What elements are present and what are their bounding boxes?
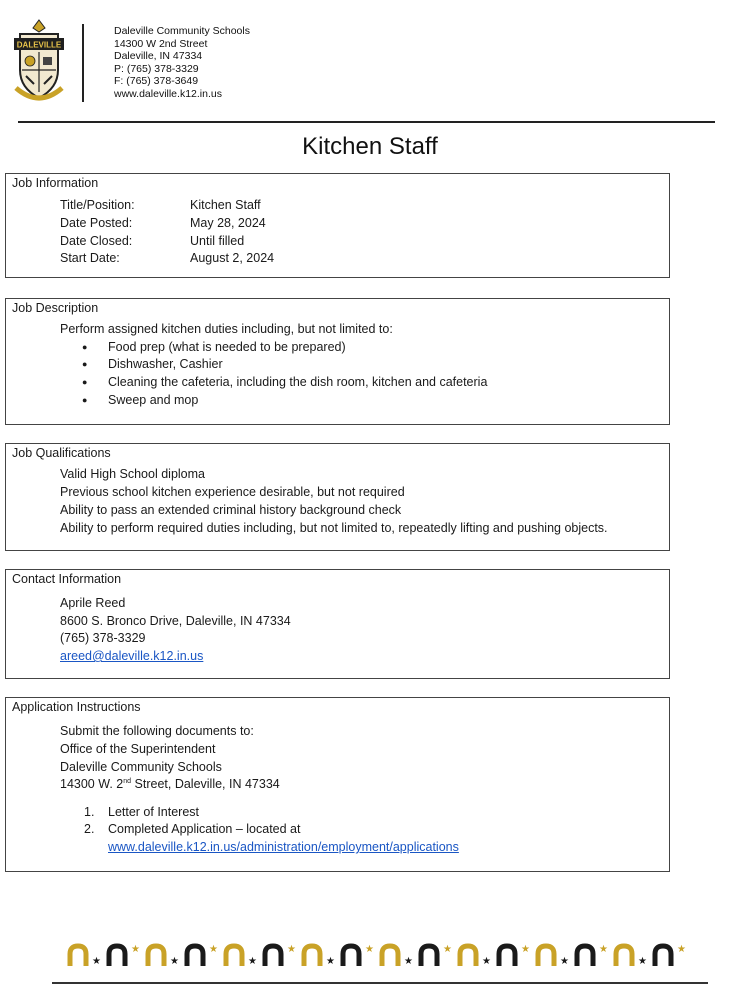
list-item-text: Food prep (what is needed to be prepared) <box>108 340 346 354</box>
contact-email-link[interactable]: areed@daleville.k12.in.us <box>60 649 204 663</box>
address-line: 14300 W 2nd Street <box>114 37 208 50</box>
instruction-line: Submit the following documents to: <box>60 724 254 738</box>
star-icon: ★ <box>599 944 608 955</box>
job-information-section <box>5 173 670 278</box>
section-heading: Job Description <box>12 301 99 315</box>
list-item-text: Sweep and mop <box>108 393 199 407</box>
contact-information-section <box>5 569 670 679</box>
horseshoe-icon <box>265 946 281 966</box>
horseshoe-icon <box>187 946 203 966</box>
star-icon: ★ <box>131 944 140 955</box>
horseshoe-icon <box>460 946 476 966</box>
header-divider <box>82 24 84 102</box>
qualification-item: Previous school kitchen experience desirable, but not required <box>60 485 405 499</box>
section-heading: Contact Information <box>12 572 122 586</box>
school-address-block <box>114 25 250 101</box>
step-text: Letter of Interest <box>108 805 200 819</box>
star-icon: ★ <box>521 944 530 955</box>
application-instructions-section <box>5 697 670 872</box>
star-icon: ★ <box>560 956 569 967</box>
horseshoe-icon <box>226 946 242 966</box>
contact-phone: (765) 378-3329 <box>60 631 146 645</box>
info-label: Title/Position: <box>60 198 135 212</box>
bullet-icon: ● <box>82 395 88 405</box>
info-label: Date Posted: <box>60 216 133 230</box>
street-prefix: 14300 W. 2 <box>60 777 124 791</box>
step-number: 1. <box>84 805 95 819</box>
bullet-icon: ● <box>82 342 88 352</box>
horseshoe-icon <box>577 946 593 966</box>
info-value: August 2, 2024 <box>190 251 275 265</box>
bullet-icon: ● <box>82 359 88 369</box>
star-icon: ★ <box>326 956 335 967</box>
step-number: 2. <box>84 822 95 836</box>
header-rule <box>18 121 715 123</box>
star-icon: ★ <box>404 956 413 967</box>
fax-line: F: (765) 378-3649 <box>114 75 199 88</box>
qualification-item: Valid High School diploma <box>60 467 205 481</box>
info-value: May 28, 2024 <box>190 216 266 230</box>
horseshoe-icon <box>343 946 359 966</box>
horseshoe-icon <box>421 946 437 966</box>
street-suffix: Street, Daleville, IN 47334 <box>131 777 280 791</box>
star-icon: ★ <box>482 956 491 967</box>
section-heading: Job Qualifications <box>12 446 111 460</box>
info-value: Until filled <box>190 234 245 248</box>
instruction-line: Daleville Community Schools <box>60 760 222 774</box>
contact-name: Aprile Reed <box>60 596 126 610</box>
horseshoe-icon <box>499 946 515 966</box>
instruction-street <box>60 777 280 791</box>
contact-address: 8600 S. Bronco Drive, Daleville, IN 47334 <box>60 614 291 628</box>
star-icon: ★ <box>287 944 296 955</box>
list-item-text: Cleaning the cafeteria, including the dish room, kitchen and cafeteria <box>108 375 488 389</box>
info-label: Start Date: <box>60 251 120 265</box>
instruction-line: Office of the Superintendent <box>60 742 216 756</box>
bullet-icon: ● <box>82 377 88 387</box>
info-label: Date Closed: <box>60 234 133 248</box>
footer-rule <box>52 982 708 984</box>
star-icon: ★ <box>92 956 101 967</box>
qualification-item: Ability to perform required duties including, but not limited to, repeatedly lifting and pushing objects. <box>60 521 608 535</box>
star-icon: ★ <box>677 944 686 955</box>
decorative-border <box>54 940 684 972</box>
horseshoe-icon <box>655 946 671 966</box>
application-link[interactable]: www.daleville.k12.in.us/administration/employment/applications <box>108 840 459 854</box>
address-line: Daleville Community Schools <box>114 25 250 37</box>
star-icon: ★ <box>209 944 218 955</box>
horseshoe-icon <box>109 946 125 966</box>
horseshoe-icon <box>382 946 398 966</box>
star-icon: ★ <box>443 944 452 955</box>
star-icon: ★ <box>638 956 647 967</box>
address-line: Daleville, IN 47334 <box>114 50 203 63</box>
phone-line: P: (765) 378-3329 <box>114 62 199 75</box>
star-icon: ★ <box>248 956 257 967</box>
job-description-section <box>5 298 670 425</box>
job-qualifications-section <box>5 443 670 551</box>
page-title: Kitchen Staff <box>302 133 438 160</box>
horseshoe-icon <box>148 946 164 966</box>
horseshoe-icon <box>538 946 554 966</box>
horseshoe-icon <box>304 946 320 966</box>
description-intro: Perform assigned kitchen duties including, but not limited to: <box>60 322 393 336</box>
street-ordinal: nd <box>123 777 132 785</box>
horseshoe-icon <box>616 946 632 966</box>
step-text: Completed Application – located at <box>108 822 301 836</box>
school-crest-logo <box>12 18 66 104</box>
horseshoe-icon <box>70 946 86 966</box>
section-heading: Job Information <box>12 176 99 190</box>
list-item-text: Dishwasher, Cashier <box>108 357 223 371</box>
info-value: Kitchen Staff <box>190 198 261 212</box>
website-line: www.daleville.k12.in.us <box>114 87 222 100</box>
section-heading: Application Instructions <box>12 700 141 714</box>
logo-text: DALEVILLE <box>16 40 62 50</box>
star-icon: ★ <box>170 956 179 967</box>
star-icon: ★ <box>365 944 374 955</box>
qualification-item: Ability to pass an extended criminal history background check <box>60 503 402 517</box>
